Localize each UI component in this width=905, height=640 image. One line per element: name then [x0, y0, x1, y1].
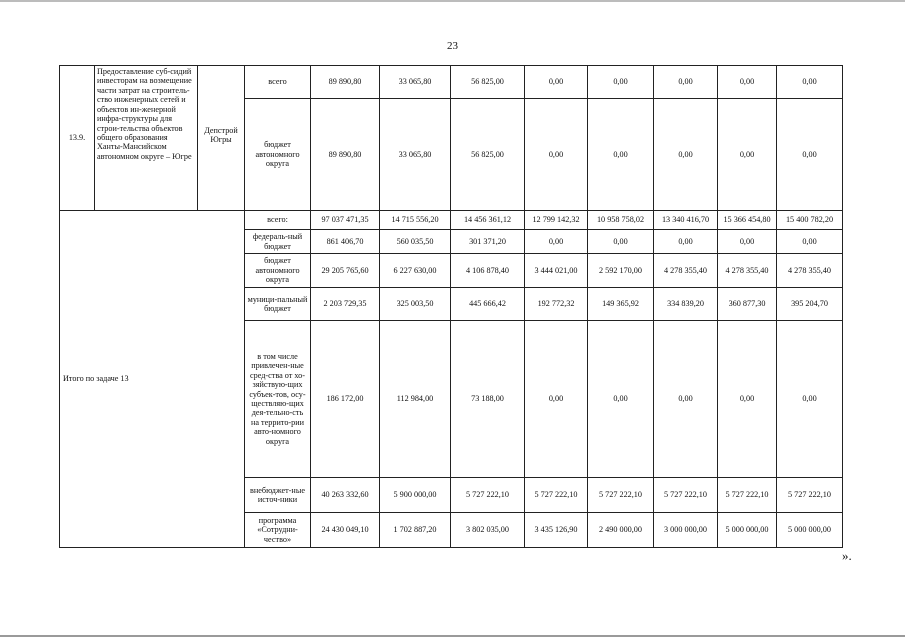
- table-cell: 33 065,80: [380, 66, 451, 99]
- table-cell: 0,00: [777, 230, 843, 254]
- table-cell: 186 172,00: [311, 321, 380, 478]
- table-cell: 0,00: [718, 321, 777, 478]
- source-label: всего:: [245, 211, 311, 230]
- table-cell: 0,00: [654, 321, 718, 478]
- table-cell: 15 366 454,80: [718, 211, 777, 230]
- measure-name: Предоставление суб-сидий инвесторам на возмещение части затрат на строитель-ство инженерных сетей и объектов ин-женерной инфра-структуры для строи-тельства объектов общего образования Ханты-Мансийском автономном округе – Югре: [95, 66, 198, 211]
- scan-edge-bottom: [0, 635, 905, 637]
- table-cell: 56 825,00: [451, 99, 525, 211]
- table-cell: 1 702 887,20: [380, 513, 451, 548]
- table-cell: 0,00: [777, 66, 843, 99]
- scan-edge-top: [0, 0, 905, 2]
- table-cell: 14 715 556,20: [380, 211, 451, 230]
- table-cell: 360 877,30: [718, 288, 777, 321]
- table-cell: 6 227 630,00: [380, 254, 451, 288]
- table-cell: 40 263 332,60: [311, 478, 380, 513]
- source-label: бюджет автономного округа: [245, 99, 311, 211]
- table-cell: 89 890,80: [311, 99, 380, 211]
- table-cell: 5 000 000,00: [777, 513, 843, 548]
- table-cell: 0,00: [525, 321, 588, 478]
- page-number: 23: [447, 40, 458, 52]
- table-cell: 56 825,00: [451, 66, 525, 99]
- table-cell: 0,00: [777, 321, 843, 478]
- table-cell: 5 000 000,00: [718, 513, 777, 548]
- table-cell: 4 278 355,40: [654, 254, 718, 288]
- table-cell: 14 456 361,12: [451, 211, 525, 230]
- table-cell: 0,00: [654, 230, 718, 254]
- table-cell: 445 666,42: [451, 288, 525, 321]
- table-cell: 192 772,32: [525, 288, 588, 321]
- table-cell: 2 203 729,35: [311, 288, 380, 321]
- table-cell: 3 435 126,90: [525, 513, 588, 548]
- source-label: бюджет автономного округа: [245, 254, 311, 288]
- source-label: программа «Сотрудни-чество»: [245, 513, 311, 548]
- table-cell: 0,00: [588, 321, 654, 478]
- source-label: в том числе привлечен-ные сред-ства от хо-зяйствую-щих субъек-тов, осу-ществляю-щих дея-тельно-сть на террито-рии авто-номного округа: [245, 321, 311, 478]
- table-cell: 0,00: [525, 230, 588, 254]
- table-row: [60, 211, 843, 230]
- table-cell: 29 205 765,60: [311, 254, 380, 288]
- table-cell: 5 727 222,10: [777, 478, 843, 513]
- table-cell: 0,00: [718, 66, 777, 99]
- table-cell: 0,00: [654, 66, 718, 99]
- table-cell: 0,00: [525, 99, 588, 211]
- table-cell: 2 490 000,00: [588, 513, 654, 548]
- executor: Депстрой Югры: [198, 66, 245, 211]
- source-label: внебюджет-ные источ-ники: [245, 478, 311, 513]
- table-cell: 5 727 222,10: [588, 478, 654, 513]
- source-label: всего: [245, 66, 311, 99]
- table-cell: 3 802 035,00: [451, 513, 525, 548]
- table-cell: 97 037 471,35: [311, 211, 380, 230]
- table-cell: 395 204,70: [777, 288, 843, 321]
- source-label: федераль-ный бюджет: [245, 230, 311, 254]
- table-cell: 0,00: [588, 230, 654, 254]
- table-cell: 5 727 222,10: [451, 478, 525, 513]
- table-cell: 0,00: [654, 99, 718, 211]
- total-label: Итого по задаче 13: [60, 211, 245, 548]
- row-number: 13.9.: [60, 66, 95, 211]
- table-cell: 0,00: [718, 230, 777, 254]
- table-cell: 10 958 758,02: [588, 211, 654, 230]
- table-cell: 560 035,50: [380, 230, 451, 254]
- table-cell: 861 406,70: [311, 230, 380, 254]
- table-cell: 5 727 222,10: [718, 478, 777, 513]
- table-cell: 12 799 142,32: [525, 211, 588, 230]
- table-cell: 334 839,20: [654, 288, 718, 321]
- table-cell: 5 900 000,00: [380, 478, 451, 513]
- table-cell: 13 340 416,70: [654, 211, 718, 230]
- table-cell: 15 400 782,20: [777, 211, 843, 230]
- table-cell: 301 371,20: [451, 230, 525, 254]
- closing-quote-mark: ».: [842, 548, 852, 563]
- table-cell: 5 727 222,10: [525, 478, 588, 513]
- table-cell: 4 278 355,40: [718, 254, 777, 288]
- table-cell: 4 278 355,40: [777, 254, 843, 288]
- funding-table: [59, 65, 843, 548]
- table-cell: 149 365,92: [588, 288, 654, 321]
- table-cell: 0,00: [718, 99, 777, 211]
- table-cell: 325 003,50: [380, 288, 451, 321]
- table-cell: 89 890,80: [311, 66, 380, 99]
- table-cell: 3 444 021,00: [525, 254, 588, 288]
- table-cell: 73 188,00: [451, 321, 525, 478]
- table-cell: 0,00: [777, 99, 843, 211]
- table-cell: 3 000 000,00: [654, 513, 718, 548]
- table-cell: 2 592 170,00: [588, 254, 654, 288]
- table-cell: 0,00: [525, 66, 588, 99]
- table-cell: 4 106 878,40: [451, 254, 525, 288]
- table-cell: 112 984,00: [380, 321, 451, 478]
- source-label: муници-пальный бюджет: [245, 288, 311, 321]
- table-cell: 33 065,80: [380, 99, 451, 211]
- table-cell: 24 430 049,10: [311, 513, 380, 548]
- table-row: [60, 66, 843, 99]
- table-cell: 0,00: [588, 66, 654, 99]
- table-cell: 0,00: [588, 99, 654, 211]
- table-cell: 5 727 222,10: [654, 478, 718, 513]
